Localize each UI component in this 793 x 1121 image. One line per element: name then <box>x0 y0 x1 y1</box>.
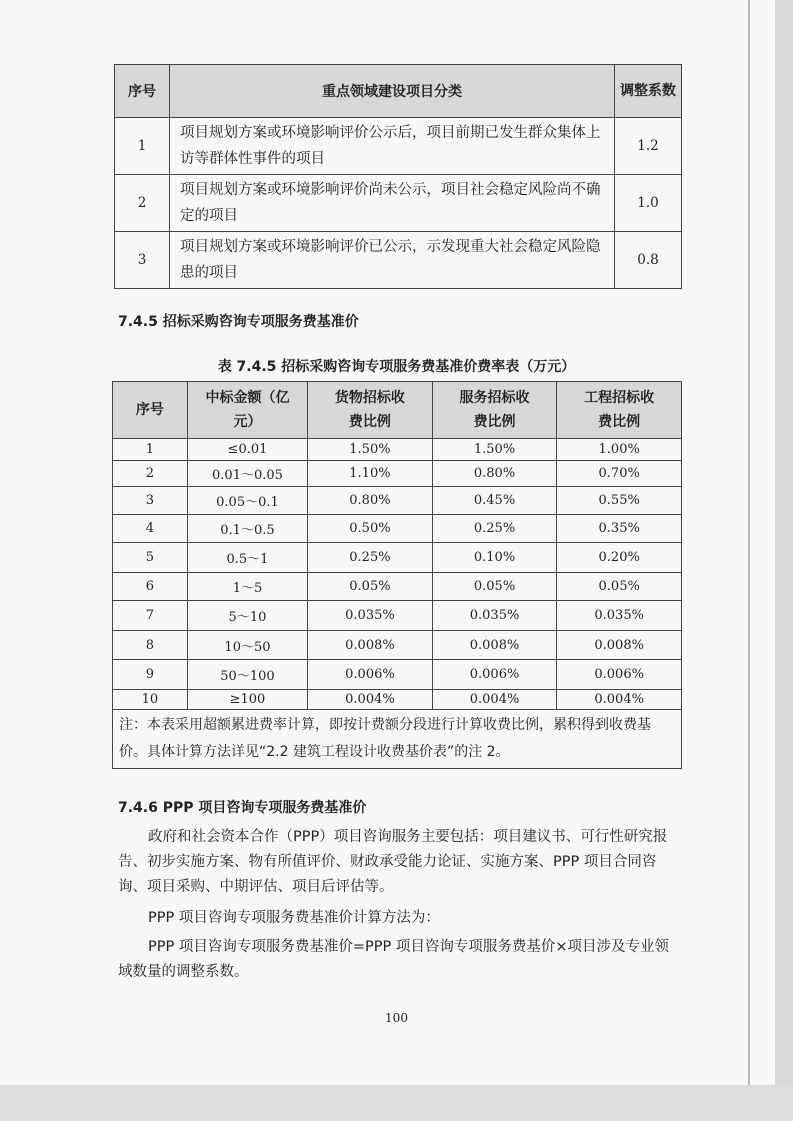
section-heading-7-4-6: 7.4.6 PPP 项目咨询专项服务费基准价 <box>118 800 367 816</box>
row-goods-rate: 0.004% <box>308 690 433 710</box>
key-area-adjustment-table <box>114 64 682 289</box>
row-services-rate: 0.05% <box>432 573 557 601</box>
row-services-rate: 0.25% <box>432 515 557 543</box>
paragraph-calc-method: PPP 项目咨询专项服务费基准价计算方法为： <box>148 910 440 926</box>
header-goods: 货物招标收费比例 <box>308 382 433 439</box>
row-services-rate: 0.008% <box>432 631 557 660</box>
row-amount: ≥100 <box>187 690 307 710</box>
row-works-rate: 0.70% <box>557 461 682 487</box>
row-no: 3 <box>113 487 188 515</box>
row-goods-rate: 1.50% <box>308 439 433 461</box>
row-goods-rate: 0.008% <box>308 631 433 660</box>
bidding-fee-rate-table <box>112 381 682 769</box>
row-no: 10 <box>113 690 188 710</box>
row-services-rate: 0.035% <box>432 601 557 631</box>
header-works: 工程招标收费比例 <box>557 382 682 439</box>
table-row <box>113 690 682 710</box>
row-no: 6 <box>113 573 188 601</box>
row-amount: 0.05～0.1 <box>187 487 307 515</box>
row-no: 3 <box>115 232 170 289</box>
row-works-rate: 0.004% <box>557 690 682 710</box>
table-header-row <box>113 382 682 439</box>
row-goods-rate: 0.035% <box>308 601 433 631</box>
header-amount: 中标金额（亿元） <box>187 382 307 439</box>
table-row <box>115 175 682 232</box>
row-no: 2 <box>113 461 188 487</box>
row-goods-rate: 0.006% <box>308 660 433 690</box>
row-goods-rate: 1.10% <box>308 461 433 487</box>
page-edge-bottom <box>0 1085 793 1121</box>
row-goods-rate: 0.80% <box>308 487 433 515</box>
table-row <box>113 439 682 461</box>
row-desc: 项目规划方案或环境影响评价已公示，示发现重大社会稳定风险隐患的项目 <box>170 232 615 289</box>
header-category: 重点领域建设项目分类 <box>170 65 615 118</box>
row-no: 2 <box>115 175 170 232</box>
row-coef: 0.8 <box>615 232 682 289</box>
header-no: 序号 <box>113 382 188 439</box>
row-works-rate: 0.55% <box>557 487 682 515</box>
row-no: 7 <box>113 601 188 631</box>
row-no: 8 <box>113 631 188 660</box>
row-services-rate: 0.80% <box>432 461 557 487</box>
row-works-rate: 0.05% <box>557 573 682 601</box>
row-amount: ≤0.01 <box>187 439 307 461</box>
table-row <box>113 573 682 601</box>
row-amount: 0.5～1 <box>187 543 307 573</box>
row-goods-rate: 0.25% <box>308 543 433 573</box>
row-no: 5 <box>113 543 188 573</box>
row-services-rate: 0.004% <box>432 690 557 710</box>
table-row <box>113 515 682 543</box>
binding-edge <box>748 0 750 1085</box>
header-no: 序号 <box>115 65 170 118</box>
header-coefficient: 调整系数 <box>615 65 682 118</box>
row-amount: 1～5 <box>187 573 307 601</box>
row-no: 9 <box>113 660 188 690</box>
row-coef: 1.0 <box>615 175 682 232</box>
row-works-rate: 0.006% <box>557 660 682 690</box>
paragraph-formula: PPP 项目咨询专项服务费基准价=PPP 项目咨询专项服务费基价×项目涉及专业领域数量的调整系数。 <box>118 939 669 980</box>
row-works-rate: 0.35% <box>557 515 682 543</box>
row-amount: 50～100 <box>187 660 307 690</box>
row-services-rate: 0.10% <box>432 543 557 573</box>
row-goods-rate: 0.50% <box>308 515 433 543</box>
row-works-rate: 1.00% <box>557 439 682 461</box>
paragraph-ppp-services: 政府和社会资本合作（PPP）项目咨询服务主要包括：项目建议书、可行性研究报告、初步实施方案、物有所值评价、财政承受能力论证、实施方案、PPP 项目合同咨询、项目采购、中期评估、项目后评估等。 <box>118 829 668 895</box>
table-row <box>115 232 682 289</box>
row-no: 1 <box>113 439 188 461</box>
row-no: 4 <box>113 515 188 543</box>
table-row <box>115 118 682 175</box>
row-services-rate: 0.006% <box>432 660 557 690</box>
table-row <box>113 660 682 690</box>
section-heading-7-4-5: 7.4.5 招标采购咨询专项服务费基准价 <box>118 314 359 330</box>
table-note-row <box>113 710 682 769</box>
table-row <box>113 631 682 660</box>
table-note: 注：本表采用超额累进费率计算，即按计费额分段进行计算收费比例，累积得到收费基价。具体计算方法详见“2.2 建筑工程设计收费基价表”的注 2。 <box>113 710 682 769</box>
row-works-rate: 0.20% <box>557 543 682 573</box>
table-caption: 表 7.4.5 招标采购咨询专项服务费基准价费率表（万元） <box>217 359 576 375</box>
page-number: 100 <box>385 1011 408 1025</box>
row-desc: 项目规划方案或环境影响评价尚未公示，项目社会稳定风险尚不确定的项目 <box>170 175 615 232</box>
row-desc: 项目规划方案或环境影响评价公示后，项目前期已发生群众集体上访等群体性事件的项目 <box>170 118 615 175</box>
row-amount: 5～10 <box>187 601 307 631</box>
row-works-rate: 0.008% <box>557 631 682 660</box>
row-goods-rate: 0.05% <box>308 573 433 601</box>
row-no: 1 <box>115 118 170 175</box>
rate-table-body <box>113 439 682 710</box>
table-row <box>113 543 682 573</box>
table-row <box>113 487 682 515</box>
page-edge-right <box>775 0 793 1121</box>
row-amount: 10～50 <box>187 631 307 660</box>
row-amount: 0.01～0.05 <box>187 461 307 487</box>
table-row <box>113 461 682 487</box>
row-works-rate: 0.035% <box>557 601 682 631</box>
row-services-rate: 0.45% <box>432 487 557 515</box>
table-header-row <box>115 65 682 118</box>
header-services: 服务招标收费比例 <box>432 382 557 439</box>
row-coef: 1.2 <box>615 118 682 175</box>
row-amount: 0.1～0.5 <box>187 515 307 543</box>
table-row <box>113 601 682 631</box>
row-services-rate: 1.50% <box>432 439 557 461</box>
